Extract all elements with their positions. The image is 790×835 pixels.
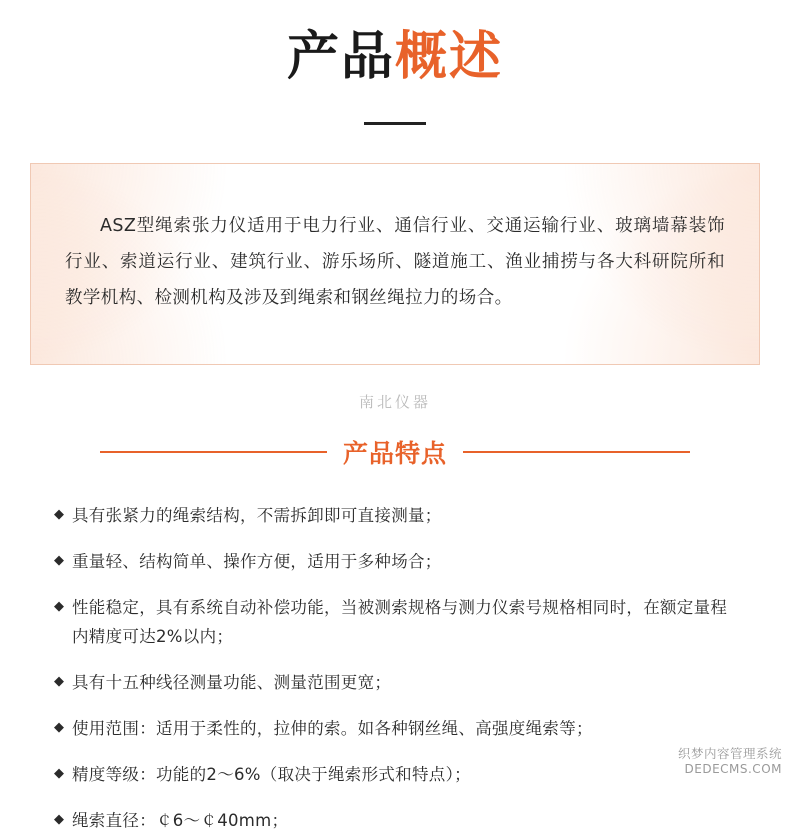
diamond-bullet-icon: ◆ — [54, 765, 64, 781]
heading-rule-left — [100, 451, 327, 453]
list-item-text: 使用范围：适用于柔性的，拉伸的索。如各种钢丝绳、高强度绳索等； — [72, 718, 593, 738]
page-title — [0, 28, 790, 88]
list-item — [54, 502, 736, 531]
overview-box — [30, 163, 760, 366]
footer-watermark-cn: 织梦内容管理系统 — [677, 746, 782, 762]
title-block — [0, 0, 790, 125]
list-item — [54, 715, 736, 744]
features-heading — [100, 434, 690, 470]
features-heading-label: 产品特点 — [343, 439, 448, 469]
list-item — [54, 669, 736, 698]
title-underline-divider — [364, 122, 426, 125]
overview-paragraph: ASZ型绳索张力仪适用于电力行业、通信行业、交通运输行业、玻璃墙幕装饰行业、索道运行业、建筑行业、游乐场所、隧道施工、渔业捕捞与各大科研院所和教学机构、检测机构及涉及到绳索和钢丝绳拉力的场合。 — [65, 216, 725, 309]
footer-watermark-en: DEDECMS.COM — [684, 762, 782, 776]
diamond-bullet-icon: ◆ — [54, 673, 64, 689]
list-item-text: 重量轻、结构简单、操作方便，适用于多种场合； — [72, 552, 442, 572]
list-item — [54, 548, 736, 577]
list-item — [54, 594, 736, 652]
list-item-text: 精度等级：功能的2～6%（取决于绳索形式和特点）； — [72, 764, 471, 784]
diamond-bullet-icon: ◆ — [54, 553, 64, 569]
diamond-bullet-icon: ◆ — [54, 599, 64, 615]
list-item-text: 具有十五种线径测量功能、测量范围更宽； — [72, 672, 392, 692]
heading-rule-right — [463, 451, 690, 453]
list-item-text: 性能稳定，具有系统自动补偿功能，当被测索规格与测力仪索号规格相同时，在额定量程内精度可达2%以内； — [72, 598, 728, 647]
footer-watermark — [678, 746, 782, 777]
diamond-bullet-icon: ◆ — [54, 507, 64, 523]
list-item-text: 绳索直径：￠6～￠40mm； — [72, 810, 289, 830]
list-item — [54, 807, 736, 835]
page-title-accent-part: 概述 — [395, 27, 504, 87]
list-item — [54, 761, 736, 790]
feature-list — [54, 502, 736, 835]
page-title-dark-part: 产品 — [286, 27, 395, 87]
brand-watermark: 南北仪器 — [358, 393, 431, 412]
diamond-bullet-icon: ◆ — [54, 719, 64, 735]
list-item-text: 具有张紧力的绳索结构，不需拆卸即可直接测量； — [72, 506, 442, 526]
overview-section — [30, 163, 760, 366]
diamond-bullet-icon: ◆ — [54, 811, 64, 827]
